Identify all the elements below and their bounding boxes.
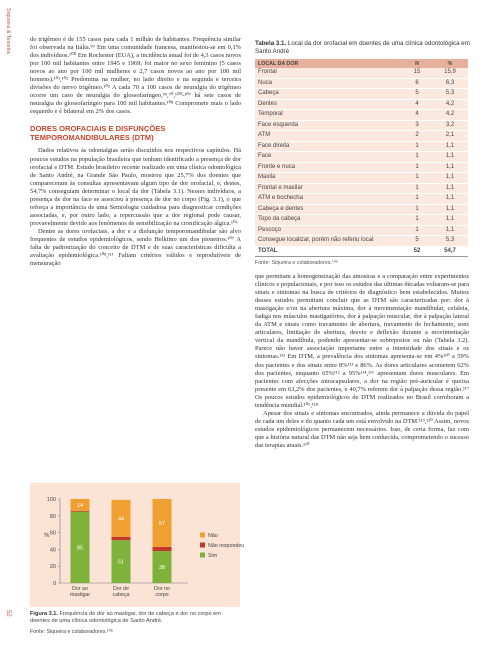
table-cell: 1,1 xyxy=(432,215,468,226)
legend-swatch xyxy=(200,553,205,558)
table-cell: 6,3 xyxy=(432,78,468,89)
table-cell: 1,1 xyxy=(432,183,468,194)
legend-swatch xyxy=(200,543,205,548)
figure-source: Fonte: Siqueira e colaboradores.¹⁰⁶ xyxy=(30,629,113,635)
table-cell: 1,1 xyxy=(432,173,468,184)
table-row xyxy=(255,99,468,110)
legend-label: Não respondeu xyxy=(208,543,245,549)
column-header: % xyxy=(432,59,468,68)
paragraph: que permitam a homogeneização das amostras e a comparação entre experimentos clínicos e populacionais, e por isso os estudos das últimas décadas voltaram-se para sinais e sintomas na busca de critérios de diagnóstico bem estabelecidos. Muitos desses estudos permitiam concluir que as DTM são caracterizadas por: dor à mastigação e/ou na abertura máxima, dor à movimentação mandibular, cefaleia, fadiga nos músculos mastigatórios, dor à palpação muscular, dor à palpação lateral da ATM e sinais como travamento de abertura, travamento de fechamento, sons articulares, limitação de abertura, desvio e deflexão durante a movimentação vertical da mandíbula, podendo apresentar-se sobrepostos ou não (Tabela 3.2). Parece não haver associação importante entre a intensidade dos sinais e os sintomas.¹¹² Em DTM, a prevalência dos sintomas apresenta-se em 4%¹¹⁰ a 59% dos pacientes e dos sinais entre 8%¹¹³ e 86%. As dores articulares acometem 62% dos pacientes, enquanto 65%¹¹² a 95%¹¹⁴,¹¹⁶ apresentam dores musculares. Em pacientes com afecções intracapsulares, a dor na região pré-auricular é queixa presente em 63,2% dos pacientes, e 40,7% referem dor à palpação dessa região.¹¹⁷ Os poucos estudos epidemiológicos de DTM realizados no Brasil corroboram a tendência mundial.¹⁰⁶,¹¹⁸ xyxy=(255,273,469,409)
legend-label: Sim xyxy=(208,553,218,559)
table-cell: 1 xyxy=(402,162,432,173)
table-row xyxy=(255,194,468,205)
table-row xyxy=(255,110,468,121)
table-cell: Frontal xyxy=(255,68,402,78)
paragraph: Dentre as dores orofaciais, a dor e a disfunção temporomandibular são alvo frequentes de estudos epidemiológicos, sendo Helkimo um dos pioneiros.¹⁰⁷ A falta de padronização do conceito de DTM e de suas características dificulta a avaliação epidemiológica.¹⁰⁸,¹¹¹ Faltam critérios válidos e reprodutíveis de mensuração xyxy=(30,227,241,268)
table-cell: 1 xyxy=(402,141,432,152)
table-cell: 2 xyxy=(402,131,432,142)
table-row xyxy=(255,120,468,131)
table-row xyxy=(255,89,468,100)
y-axis-label: % xyxy=(44,532,50,539)
table-total-row xyxy=(255,246,468,257)
table-source: Fonte: Siqueira e colaboradores.¹⁰⁶ xyxy=(255,260,338,266)
table-row xyxy=(255,131,468,142)
table-cell: 3 xyxy=(402,120,432,131)
table-cell: 5 xyxy=(402,89,432,100)
table-cell: Face esquerda xyxy=(255,120,402,131)
table-cell: ATM xyxy=(255,131,402,142)
x-tick-label: mastigar xyxy=(69,592,91,598)
table-cell: Pescoço xyxy=(255,225,402,236)
bar-não-respondeu xyxy=(153,547,172,551)
y-tick-label: 100 xyxy=(46,497,56,503)
table-cell: Face xyxy=(255,152,402,163)
paragraph: Dados relativos às odontalgias serão discutidos nos respectivos capítulos. Há poucos estudos na população brasileira que tenham identificado a presença de dor orofacial e DTM. Estudo brasileiro recente realizado em uma clínica odontológica de Santo André, na Grande São Paulo, mostrou que 25,7% dos doentes que compareceram às consultas apresentavam algum tipo de dor orofacial, e, destes, 54,7% conseguiam determinar o local da dor (Tabela 3.1). Nesses indivíduos, a presença de dor na face se associou à presença de dor no corpo (Fig. 3.1), o que reforça a importância de uma Semiologia cuidadosa para diagnosticar condições associadas, e, por outro lado, a repercussão que a dor regional pode causar, provavelmente devido aos fenômenos de sensibilização na cronificação álgica.¹⁰⁶ xyxy=(30,147,241,227)
table-cell: 1,1 xyxy=(432,162,468,173)
data-label: 44 xyxy=(117,516,125,523)
table-cell: 5,3 xyxy=(432,236,468,247)
table-cell: Dentes xyxy=(255,99,402,110)
table-cell: 1 xyxy=(402,204,432,215)
table-row xyxy=(255,141,468,152)
data-label: 57 xyxy=(158,520,166,527)
table-cell: 5 xyxy=(402,236,432,247)
legend-swatch xyxy=(200,533,205,538)
table-row xyxy=(255,236,468,247)
table-row xyxy=(255,183,468,194)
section-heading: DORES OROFACIAIS E DISFUNÇÕES TEMPOROMANDIBULARES (DTM) xyxy=(30,124,166,143)
data-label: 85 xyxy=(76,545,84,552)
table-cell: 54,7 xyxy=(432,246,468,257)
table-cell: 1,1 xyxy=(432,194,468,205)
table-row xyxy=(255,68,468,78)
table-header-row xyxy=(255,59,468,68)
table-cell: 4 xyxy=(402,110,432,121)
table-cell: 4,2 xyxy=(432,110,468,121)
table-cell: Consegue localizar, porém não referiu local xyxy=(255,236,402,247)
column-header: N xyxy=(402,59,432,68)
table-cell: 6 xyxy=(402,78,432,89)
y-tick-label: 0 xyxy=(52,581,56,587)
location-table xyxy=(255,59,468,257)
side-running-head: Siqueira & Teixeira xyxy=(5,8,11,54)
table-cell: TOTAL xyxy=(255,246,402,257)
bar-não-respondeu xyxy=(112,537,131,540)
page-number: 52 xyxy=(5,610,11,617)
table-cell: 15,9 xyxy=(432,68,468,78)
table-row xyxy=(255,204,468,215)
table-title: Tabela 3.1. Local da dor orofacial em doentes de uma clínica odontológica em Santo André xyxy=(255,40,470,55)
table-row xyxy=(255,162,468,173)
x-tick-label: corpo xyxy=(155,592,169,598)
x-tick-label: Dor de xyxy=(113,586,129,592)
table-cell: Topo da cabeça xyxy=(255,215,402,226)
table-cell: Maxila xyxy=(255,173,402,184)
table-cell: 1,1 xyxy=(432,141,468,152)
y-tick-label: 80 xyxy=(49,513,56,520)
data-label: 51 xyxy=(117,559,125,566)
x-tick-label: Dor no xyxy=(154,586,170,592)
paragraph: do trigêmeo é de 155 casos para cada 1 milhão de habitantes. Frequência similar foi observada na Itália.⁹⁹ Em uma comunidade francesa, manifestou-se em 0,1% dos indivíduos.¹⁰⁰ Em Rochester (EUA), a incidência anual foi de 4,3 casos novos por 100 mil habitantes entre 1945 e 1969; foi maior no sexo feminino (5 casos novos ao ano por 100 mil mulheres e 2,7 casos novos ao ano por 100 mil homens).¹⁰¹,¹⁰² Predomina na mulher, no lado direito e na segunda e terceira divisões do nervo trigêmeo.¹⁰³ A cada 70 a 100 casos de neuralgia do trigêmeo ocorre um caso de neuralgia do glossofaríngeo,⁹⁹,⁷⁰,¹⁰⁰-¹⁰⁷ há sete casos de neuralgia do glossofaríngeo para 100 mil habitantes.¹⁰⁸ Compromete mais o lado esquerdo e é bilateral em 2% dos casos. xyxy=(30,36,241,116)
x-tick-label: cabeça xyxy=(112,592,130,598)
table-cell: 52 xyxy=(402,246,432,257)
table-row xyxy=(255,78,468,89)
left-text-column xyxy=(30,36,241,268)
table-cell: Fronte e nuca xyxy=(255,162,402,173)
data-label: 38 xyxy=(158,565,166,572)
table-row xyxy=(255,152,468,163)
data-label: 14 xyxy=(76,502,84,509)
table-cell: Cabeça xyxy=(255,89,402,100)
bar-não-respondeu xyxy=(71,511,90,512)
paragraph: Apesar dos sinais e sintomas encontrados, ainda permanece a dúvida do papel de cada um deles e do quanto cada um está envolvido na DTM.¹¹⁹,¹²⁰ Assim, novos estudos epidemiológicos permanecem necessários. Isso, de certa forma, faz com que a história natural das DTM não seja bem conhecida, comprometendo o sucesso das terapias atuais.¹¹⁰ xyxy=(255,409,469,449)
table-cell: 2,1 xyxy=(432,131,468,142)
table-cell: 4 xyxy=(402,99,432,110)
table-cell: 1,1 xyxy=(432,225,468,236)
y-tick-label: 20 xyxy=(49,564,56,571)
table-cell: 1 xyxy=(402,152,432,163)
y-tick-label: 60 xyxy=(49,530,56,537)
figure-caption: Figura 3.1. Frequência de dor ao mastigar, dor de cabeça e dor no corpo em doentes de uma clínica odontológica de Santo André. Fonte: Siqueira e colaboradores.¹⁰⁶ xyxy=(30,611,242,636)
table-cell: Temporal xyxy=(255,110,402,121)
column-header: LOCAL DA DOR xyxy=(255,59,402,68)
table-cell: Cabeça e dentes xyxy=(255,204,402,215)
table-cell: 1 xyxy=(402,225,432,236)
table-cell: ATM e bochecha xyxy=(255,194,402,205)
table-cell: Nuca xyxy=(255,78,402,89)
table-cell: 3,2 xyxy=(432,120,468,131)
stacked-bar-chart xyxy=(30,483,245,607)
table-cell: 4,2 xyxy=(432,99,468,110)
table-cell: 1 xyxy=(402,173,432,184)
table-row xyxy=(255,225,468,236)
table-row xyxy=(255,215,468,226)
y-tick-label: 40 xyxy=(49,547,56,554)
table-cell: 1,1 xyxy=(432,204,468,215)
table-cell: 1 xyxy=(402,194,432,205)
table-cell: Frontal e maxilar xyxy=(255,183,402,194)
table-cell: 15 xyxy=(402,68,432,78)
right-text-column xyxy=(255,273,469,450)
table-row xyxy=(255,173,468,184)
table-cell: Face direita xyxy=(255,141,402,152)
legend-label: Não xyxy=(208,533,218,539)
table-cell: 5,3 xyxy=(432,89,468,100)
x-tick-label: Dor ao xyxy=(72,586,88,592)
table-cell: 1,1 xyxy=(432,152,468,163)
table-cell: 1 xyxy=(402,183,432,194)
table-cell: 1 xyxy=(402,215,432,226)
figure-panel xyxy=(30,483,245,607)
